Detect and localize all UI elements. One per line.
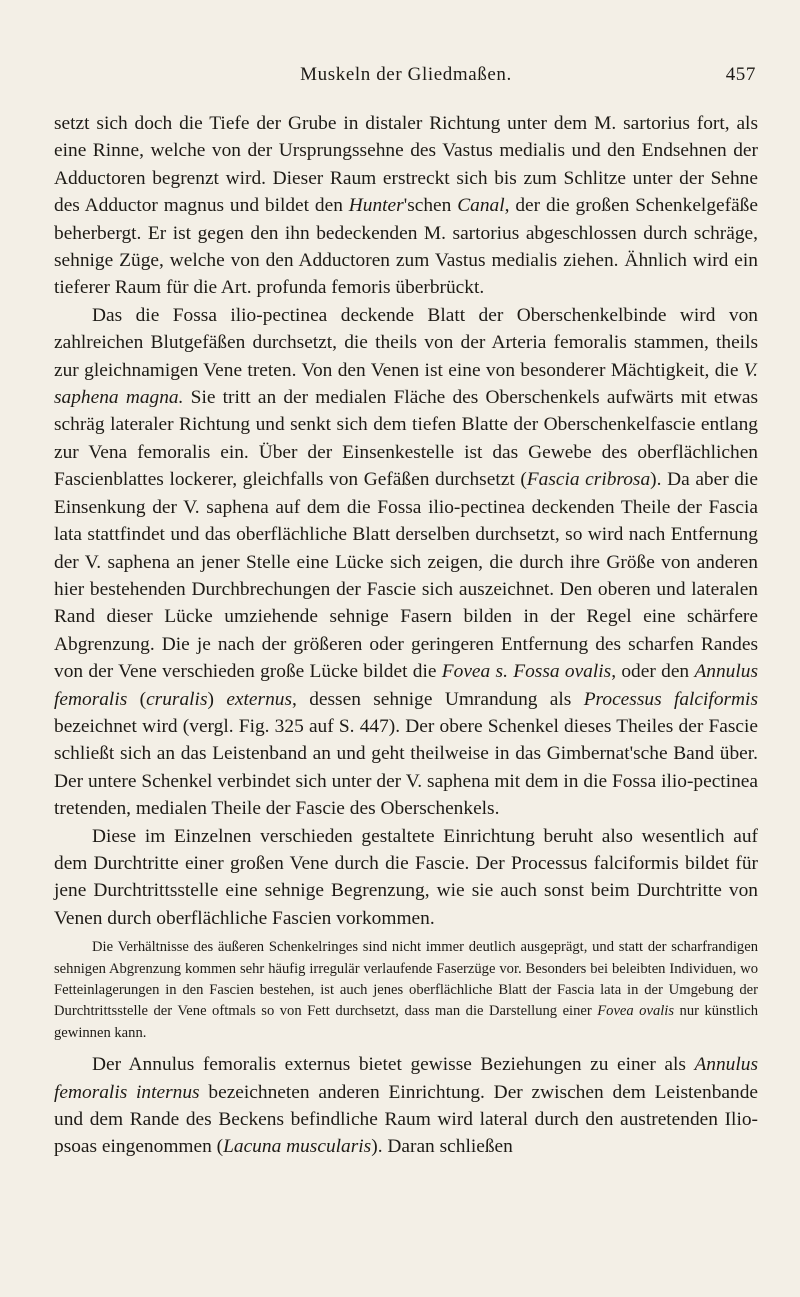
- page-number: 457: [725, 64, 756, 85]
- text-run: Die Verhältnisse des äußeren Schenkelringes sind nicht immer deutlich ausgeprägt, und statt der scharfrandigen sehnigen Abgrenzung kommen sehr häufig irregulär verlaufende Faserzüge vor. Besonders bei beleibten Individuen, wo Fetteinlagerungen in den Fascien bestehen, ist auch jenes oberflächliche Blatt der Fascia lata in der Umgebung der Durchtrittsstelle der Vene oftmals so von Fett durchsetzt, dass man die Darstellung einer: [54, 939, 758, 1020]
- text-run: bezeichneten anderen Einrichtung. Der zwischen dem Leistenbande und dem Rande des Beckens befindliche Raum wird lateral durch den austretenden Ilio-psoas eingenommen (: [54, 1081, 759, 1158]
- italic-term: Fovea s. Fossa ovalis: [441, 661, 612, 683]
- text-run: Sie tritt an der medialen Fläche des Oberschenkels aufwärts mit etwas schräg lateraler Richtung und senkt sich dem tiefen Blatte der Oberschenkelfascie entlang zur Vena femoralis ein. Über der Einsenkestelle ist das Gewebe des oberflächlichen Fascienblattes lockerer, gleichfalls von Gefäßen durchsetzt (: [54, 387, 759, 491]
- text-run: ). Daran schließen: [371, 1136, 513, 1158]
- text-run: , oder den: [611, 661, 695, 683]
- text-run: Der Annulus femoralis externus bietet gewisse Beziehungen zu einer als: [92, 1054, 695, 1076]
- body-text-continued: [54, 1051, 758, 1161]
- paragraph: [54, 823, 758, 933]
- small-print-note: [54, 937, 758, 1044]
- italic-term: externus: [226, 688, 293, 710]
- running-head: [54, 64, 758, 94]
- italic-term: Lacuna muscularis: [223, 1136, 372, 1158]
- text-run: , der die großen Schenkelgefäße beherbergt. Er ist gegen den ihn bedeckenden M. sartorius abgeschlossen durch schräge, sehnige Züge, welche von den Adductoren zum Vastus medialis ziehen. Ähnlich wird ein tieferer Raum für die Art. profunda femoris überbrückt.: [54, 195, 758, 299]
- text-run: Diese im Einzelnen verschieden gestaltete Einrichtung beruht also wesentlich auf dem Durchtritte einer großen Vene durch die Fascie. Der Processus falciformis bildet für jene Durchtrittsstelle eine sehnige Begrenzung, wie sie auch sonst beim Durchtritte von Venen durch oberflächliche Fascien vorkommen.: [54, 825, 758, 929]
- paragraph: [54, 302, 758, 823]
- italic-term: Canal: [457, 195, 505, 217]
- text-run: , dessen sehnige Umrandung als: [292, 688, 584, 710]
- text-run: setzt sich doch die Tiefe der Grube in distaler Richtung unter dem M. sartorius fort, als eine Rinne, welche von der Ursprungssehne des Vastus medialis und den Endsehnen der Adductoren begrenzt wird. Dieser Raum erstreckt sich bis zum Schlitze unter der Sehne des Adductor magnus und bildet den: [54, 113, 758, 217]
- paragraph: [54, 1051, 758, 1161]
- italic-term: Fascia cribrosa: [526, 469, 651, 491]
- italic-term: Processus falciformis: [583, 688, 758, 710]
- italic-term: Fovea ovalis: [597, 1003, 675, 1020]
- italic-term: Annulus femoralis internus: [54, 1054, 758, 1103]
- text-run: Das die Fossa ilio-pectinea deckende Blatt der Oberschenkelbinde wird von zahlreichen Blutgefäßen durchsetzt, die theils von der Arteria femoralis stammen, theils zur gleichnamigen Vene treten. Von den Venen ist eine von besonderer Mächtigkeit, die: [54, 304, 758, 381]
- body-text: [54, 110, 758, 932]
- text-run: nur künstlich gewinnen kann.: [54, 1003, 758, 1041]
- text-run: 'schen: [403, 195, 458, 217]
- italic-term: V. saphena magna.: [54, 359, 758, 409]
- italic-term: cruralis: [146, 688, 208, 710]
- italic-term: Hunter: [348, 195, 404, 217]
- text-run: ). Da aber die Einsenkung der V. saphena auf dem die Fossa ilio-pectinea deckenden Theile der Fascia lata stattfindet und das oberflächliche Blatt derselben durchsetzt, so wird nach Entfernung der V. saphena an jener Stelle eine Lücke sich zeigen, die durch ihre Größe von anderen hier bestehenden Durchbrechungen der Fascie sich auszeichnet. Den oberen und lateralen Rand dieser Lücke umziehende sehnige Fasern bilden in der Regel eine schärfere Abgrenzung. Die je nach der größeren oder geringeren Entfernung des scharfen Randes von der Vene verschieden große Lücke bildet die: [54, 469, 758, 683]
- italic-term: Annulus femoralis: [54, 661, 758, 710]
- running-title: Muskeln der Gliedmaßen.: [300, 64, 512, 85]
- text-run: (: [127, 688, 147, 710]
- text-run: bezeichnet wird (vergl. Fig. 325 auf S. 447). Der obere Schenkel dieses Theiles der Fascie schließt sich an das Leistenband an und geht theilweise in das Gimbernat'sche Band über. Der untere Schenkel verbindet sich unter der V. saphena mit dem in die Fossa ilio-pectinea tretenden, medialen Theile der Fascie des Oberschenkels.: [54, 715, 758, 820]
- paragraph: [54, 110, 758, 302]
- text-run: ): [207, 688, 227, 710]
